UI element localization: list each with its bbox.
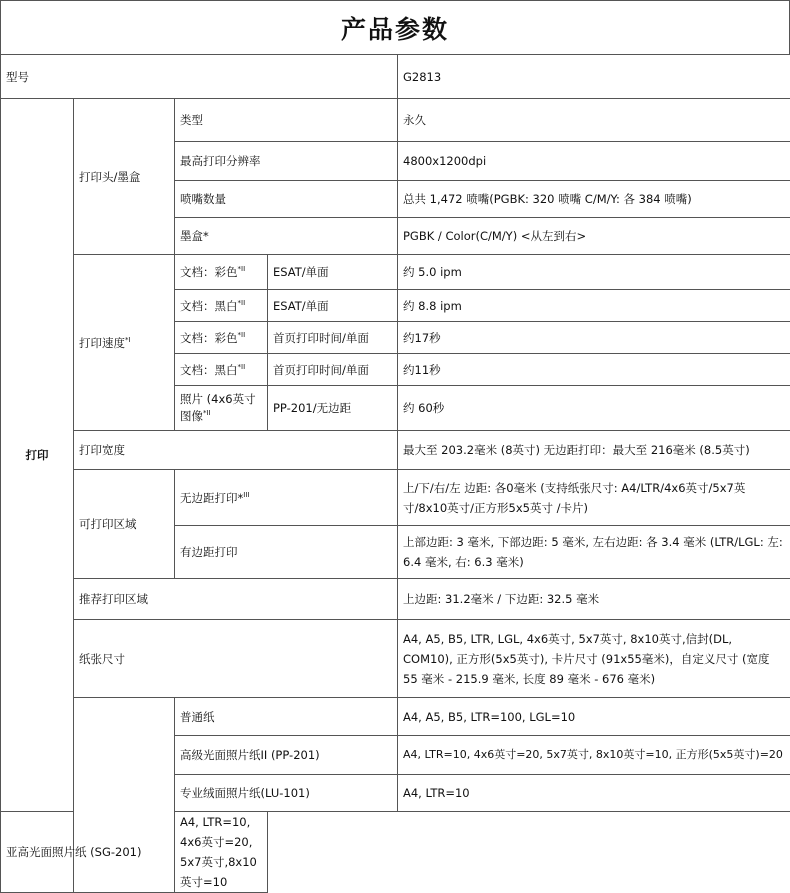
printhead-label: 打印头/墨盒 [74,99,175,255]
spec-label: 照片 (4x6英寸图像$^{*II}$ [175,386,268,431]
print-section-label: 打印 [1,99,74,812]
print-width-value: 最大至 203.2毫米 (8英寸) 无边距打印：最大至 216毫米 (8.5英寸) [398,431,790,470]
spec-label: 文档：彩色$^{*II}$ [175,255,268,290]
spec-label: 亚高光面照片纸 (SG-201) [1,812,175,893]
spec-mode: PP-201/无边距 [268,386,398,431]
table-row [1,812,790,893]
print-speed-label: 打印速度$^{*I}$ [74,255,175,431]
spec-value: 约 60秒 [398,386,790,431]
model-row [1,55,790,99]
spec-value: A4, LTR=10, 4x6英寸=20, 5x7英寸,8x10英寸=10 [175,812,268,893]
spec-value: 上部边距: 3 毫米, 下部边距: 5 毫米, 左右边距: 各 3.4 毫米 (LTR/LGL: 左: 6.4 毫米, 右: 6.3 毫米) [398,526,790,579]
spec-mode: ESAT/单面 [268,290,398,322]
spec-value: 上/下/右/左 边距: 各0毫米 (支持纸张尺寸: A4/LTR/4x6英寸/5x7英寸/8x10英寸/正方形5x5英寸 /卡片) [398,470,790,526]
spec-value: A4, A5, B5, LTR=100, LGL=10 [398,698,790,736]
spec-label: 专业绒面照片纸(LU-101) [175,775,398,812]
spec-value: 4800x1200dpi [398,142,790,181]
table-row [1,470,790,526]
model-label: 型号 [1,55,398,99]
paper-size-value: A4, A5, B5, LTR, LGL, 4x6英寸, 5x7英寸, 8x10英寸,信封(DL, COM10), 正方形(5x5英寸), 卡片尺寸 (91x55毫米)，自定义尺寸 (宽度 55 毫米 - 215.9 毫米, 长度 89 毫米 - 676 毫米) [398,620,790,698]
spec-label: 高级光面照片纸II (PP-201) [175,736,398,775]
spec-mode: 首页打印时间/单面 [268,354,398,386]
spec-label: 最高打印分辨率 [175,142,398,181]
spec-label: 有边距打印 [175,526,398,579]
printable-area-label: 可打印区域 [74,470,175,579]
spec-label: 文档：黑白$^{*II}$ [175,290,268,322]
table-row [1,579,790,620]
paper-size-label: 纸张尺寸 [74,620,398,698]
recommended-area-value: 上边距: 31.2毫米 / 下边距: 32.5 毫米 [398,579,790,620]
spec-value: A4, LTR=10, 4x6英寸=20, 5x7英寸, 8x10英寸=10, 正方形(5x5英寸)=20 [398,736,790,775]
spec-value: A4, LTR=10 [398,775,790,812]
recommended-area-label: 推荐打印区域 [74,579,398,620]
spec-label: 无边距打印*$^{III}$ [175,470,398,526]
spec-label: 文档：黑白$^{*II}$ [175,354,268,386]
spec-mode: 首页打印时间/单面 [268,322,398,354]
spec-value: PGBK / Color(C/M/Y) <从左到右> [398,218,790,255]
table-row [1,620,790,698]
spec-value: 永久 [398,99,790,142]
print-width-label: 打印宽度 [74,431,398,470]
spec-label: 类型 [175,99,398,142]
model-value: G2813 [398,55,790,99]
table-row [1,431,790,470]
spec-value: 约 5.0 ipm [398,255,790,290]
spec-label: 文档：彩色$^{*II}$ [175,322,268,354]
table-row [1,99,790,142]
spec-value: 总共 1,472 喷嘴(PGBK: 320 喷嘴 C/M/Y: 各 384 喷嘴) [398,181,790,218]
spec-table [0,54,790,893]
spec-label: 喷嘴数量 [175,181,398,218]
table-row [1,255,790,290]
spec-label: 墨盒* [175,218,398,255]
spec-label: 普通纸 [175,698,398,736]
page-title: 产品参数 [0,0,790,54]
spec-value: 约11秒 [398,354,790,386]
spec-value: 约 8.8 ipm [398,290,790,322]
spec-value: 约17秒 [398,322,790,354]
spec-mode: ESAT/单面 [268,255,398,290]
table-row [1,698,790,736]
